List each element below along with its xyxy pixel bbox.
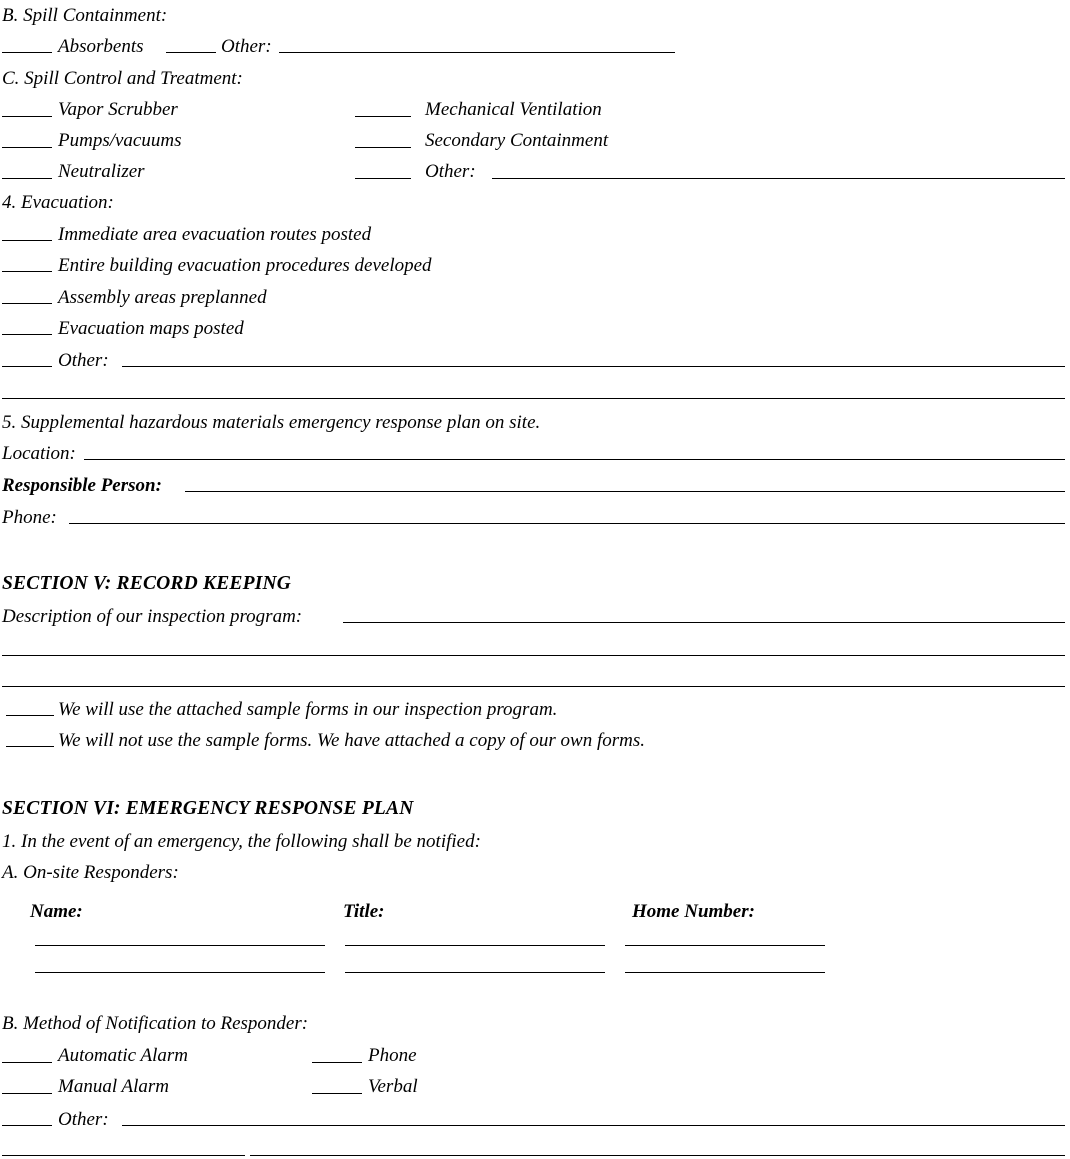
inspection-program-answer-line-3[interactable]	[2, 686, 1065, 687]
evacuation-item-other: Other:	[58, 350, 109, 371]
evacuation-other-answer-line-2[interactable]	[2, 398, 1065, 399]
onsite-responders-heading: A. On-site Responders:	[2, 862, 179, 883]
supplemental-label-location: Location:	[2, 443, 76, 464]
checkbox-blank-evacuation-routes[interactable]	[2, 240, 52, 241]
checkbox-blank-assembly-areas[interactable]	[2, 303, 52, 304]
notification-item-automatic-alarm: Automatic Alarm	[58, 1045, 189, 1066]
section-vi-item-1: 1. In the event of an emergency, the following shall be notified:	[2, 831, 481, 852]
checkbox-blank-manual-alarm[interactable]	[2, 1093, 52, 1094]
responder-name-line-row2[interactable]	[35, 972, 325, 973]
supplemental-label-phone: Phone:	[2, 507, 57, 528]
spill-control-item-mechanical-ventilation: Mechanical Ventilation	[425, 99, 602, 120]
checkbox-blank-secondary-containment[interactable]	[355, 147, 411, 148]
checkbox-blank-evacuation-other[interactable]	[2, 366, 52, 367]
evacuation-item-procedures-developed: Entire building evacuation procedures developed	[58, 255, 432, 276]
checkbox-blank-use-sample-forms[interactable]	[6, 715, 54, 716]
evacuation-item-routes-posted: Immediate area evacuation routes posted	[58, 224, 372, 245]
spill-control-item-pumps-vacuums: Pumps/vacuums	[58, 130, 182, 151]
inspection-program-answer-line-2[interactable]	[2, 655, 1065, 656]
supplemental-plan-heading: 5. Supplemental hazardous materials emergency response plan on site.	[2, 412, 541, 433]
notification-item-other: Other:	[58, 1109, 109, 1130]
control-other-answer-line[interactable]	[492, 178, 1065, 179]
responder-home-number-line-row2[interactable]	[625, 972, 825, 973]
checkbox-blank-pumps-vacuums[interactable]	[2, 147, 52, 148]
spill-control-item-neutralizer: Neutralizer	[58, 161, 145, 182]
notification-other-answer-line-1[interactable]	[122, 1125, 1065, 1126]
notification-item-phone: Phone	[368, 1045, 417, 1066]
responder-home-number-line-row1[interactable]	[625, 945, 825, 946]
responders-column-header-title: Title:	[343, 901, 385, 922]
responder-name-line-row1[interactable]	[35, 945, 325, 946]
spill-containment-item-absorbents: Absorbents	[58, 36, 144, 57]
checkbox-blank-verbal[interactable]	[312, 1093, 362, 1094]
checkbox-blank-own-forms[interactable]	[6, 746, 54, 747]
inspection-program-answer-line-1[interactable]	[343, 622, 1065, 623]
notification-item-verbal: Verbal	[368, 1076, 418, 1097]
checkbox-blank-evacuation-maps[interactable]	[2, 334, 52, 335]
phone-answer-line[interactable]	[69, 523, 1065, 524]
record-keeping-option-use-sample-forms: We will use the attached sample forms in our inspection program.	[58, 699, 558, 720]
checkbox-blank-phone[interactable]	[312, 1062, 362, 1063]
checkbox-blank-control-other[interactable]	[355, 178, 411, 179]
spill-containment-item-other: Other:	[221, 36, 272, 57]
evacuation-heading: 4. Evacuation:	[2, 192, 114, 213]
checkbox-blank-notification-other[interactable]	[2, 1125, 52, 1126]
responsible-person-answer-line[interactable]	[185, 491, 1065, 492]
responder-title-line-row1[interactable]	[345, 945, 605, 946]
evacuation-item-assembly-areas: Assembly areas preplanned	[58, 287, 267, 308]
evacuation-item-maps-posted: Evacuation maps posted	[58, 318, 244, 339]
supplemental-label-responsible-person: Responsible Person:	[2, 475, 162, 496]
location-answer-line[interactable]	[84, 459, 1065, 460]
checkbox-blank-absorbents[interactable]	[2, 52, 52, 53]
checkbox-blank-automatic-alarm[interactable]	[2, 1062, 52, 1063]
evacuation-other-answer-line-1[interactable]	[122, 366, 1065, 367]
containment-other-answer-line[interactable]	[279, 52, 675, 53]
checkbox-blank-vapor-scrubber[interactable]	[2, 116, 52, 117]
notification-other-answer-line-2-right[interactable]	[250, 1155, 1065, 1156]
spill-control-item-vapor-scrubber: Vapor Scrubber	[58, 99, 178, 120]
checkbox-blank-evacuation-procedures[interactable]	[2, 271, 52, 272]
checkbox-blank-mechanical-ventilation[interactable]	[355, 116, 411, 117]
spill-control-item-secondary-containment: Secondary Containment	[425, 130, 609, 151]
spill-containment-heading: B. Spill Containment:	[2, 5, 168, 26]
spill-control-item-other: Other:	[425, 161, 476, 182]
responder-title-line-row2[interactable]	[345, 972, 605, 973]
checkbox-blank-neutralizer[interactable]	[2, 178, 52, 179]
spill-control-heading: C. Spill Control and Treatment:	[2, 68, 243, 89]
notification-other-answer-line-2-left[interactable]	[2, 1155, 245, 1156]
responders-column-header-home-number: Home Number:	[632, 901, 755, 922]
method-of-notification-heading: B. Method of Notification to Responder:	[2, 1013, 309, 1034]
inspection-program-description-label: Description of our inspection program:	[2, 606, 303, 627]
section-vi-heading: SECTION VI: EMERGENCY RESPONSE PLAN	[2, 798, 414, 819]
section-v-heading: SECTION V: RECORD KEEPING	[2, 573, 292, 594]
responders-column-header-name: Name:	[30, 901, 83, 922]
record-keeping-option-own-forms: We will not use the sample forms. We have attached a copy of our own forms.	[58, 730, 646, 751]
notification-item-manual-alarm: Manual Alarm	[58, 1076, 170, 1097]
checkbox-blank-containment-other[interactable]	[166, 52, 216, 53]
